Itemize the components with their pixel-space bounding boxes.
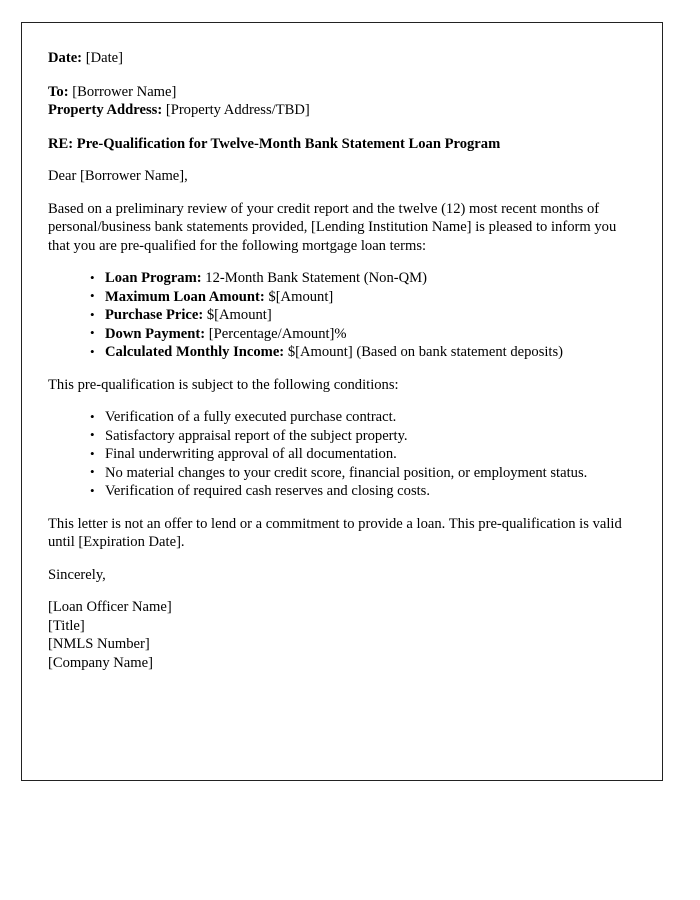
loan-term-value: $[Amount] [206,307,272,323]
conditions-intro: This pre-qualification is subject to the following conditions: [48,376,399,393]
spacer [48,255,636,269]
signature-line-company: [Company Name] [48,654,153,671]
list-item [90,306,636,325]
conditions-list [48,408,636,501]
closing-salutation: Sincerely, [48,566,106,583]
property-address-label: Property Address: [48,102,163,118]
subject-line: RE: Pre-Qualification for Twelve-Month Bank Statement Loan Program [48,135,501,152]
disclaimer-paragraph: This letter is not an offer to lend or a commitment to provide a loan. This pre-qualification is valid until [Expiration Date]. [48,515,622,550]
document-page [21,22,663,781]
date-label: Date: [48,50,83,66]
signature-line-title: [Title] [48,617,85,634]
property-address-line [48,101,636,120]
loan-term-value: $[Amount] (Based on bank statement deposits) [287,344,564,360]
property-address-value: [Property Address/TBD] [165,102,310,118]
spacer [48,584,636,598]
list-item: • Final underwriting approval of all documentation. [90,445,636,464]
document-content [22,23,662,672]
loan-terms-list [48,269,636,362]
spacer [48,394,636,408]
signature-line-nmls: [NMLS Number] [48,636,150,652]
list-item: • Satisfactory appraisal report of the subject property. [90,427,636,446]
to-value: [Borrower Name] [72,83,177,100]
spacer [48,552,636,566]
list-item: • Verification of a fully executed purchase contract. [90,408,636,427]
intro-paragraph: Based on a preliminary review of your credit report and the twelve (12) most recent months of personal/business bank statements provided, [Lending Institution Name] is pleased to inform you that you are pre-qualified for the following mortgage loan terms: [48,200,617,254]
list-item [90,343,636,362]
to-label: To: [48,83,69,100]
list-item: • Verification of required cash reserves and closing costs. [90,482,636,501]
spacer [48,501,636,515]
recipient-line [48,83,636,102]
loan-term-value: $[Amount] [268,288,334,305]
signature-line-officer-name: [Loan Officer Name] [48,599,172,615]
loan-term-label: Maximum Loan Amount: [105,288,265,305]
loan-term-label: Calculated Monthly Income: [105,344,285,360]
date-line [48,49,636,68]
spacer [48,186,636,200]
spacer [48,68,636,83]
list-item [90,325,636,344]
date-value: [Date] [85,50,123,66]
spacer [48,120,636,135]
loan-term-label: Loan Program: [105,270,202,286]
salutation: Dear [Borrower Name], [48,168,188,184]
spacer [48,153,636,167]
loan-term-value: [Percentage/Amount]% [208,325,347,342]
loan-term-label: Down Payment: [105,325,206,342]
signature-block [48,598,636,672]
list-item: • No material changes to your credit score, financial position, or employment status. [90,464,636,483]
list-item [90,288,636,307]
spacer [48,362,636,376]
loan-term-value: 12-Month Bank Statement (Non-QM) [205,270,427,286]
list-item [90,269,636,288]
loan-term-label: Purchase Price: [105,307,204,323]
